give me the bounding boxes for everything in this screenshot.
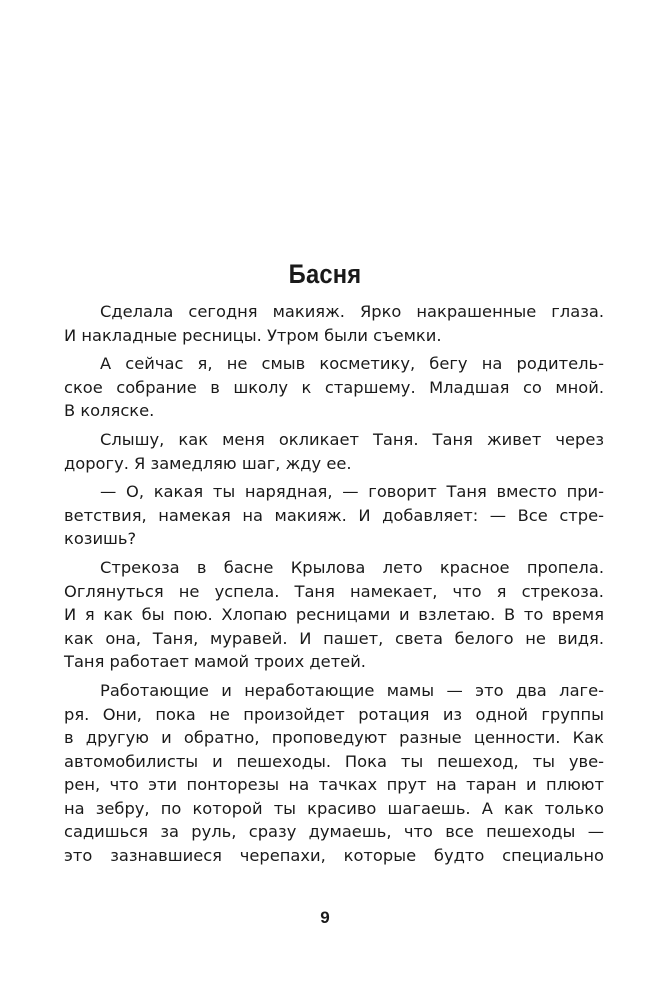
chapter-title: Басня — [288, 259, 362, 289]
text-line: на зебру, по которой ты красиво шагаешь. А как только — [64, 798, 604, 818]
paragraph — [64, 679, 604, 868]
body-text — [64, 300, 604, 873]
text-line: Сделала сегодня макияж. Ярко накрашенные глаза. — [100, 302, 604, 321]
paragraph — [64, 300, 604, 347]
text-line: Оглянуться не успела. Таня намекает, что я стрекоза. — [64, 581, 604, 601]
text-line: Работающие и неработающие мамы — это два лаге- — [100, 680, 604, 700]
text-line: автомобилисты и пешеходы. Пока ты пешеход, ты увe- — [64, 751, 604, 771]
text-line: Стрекоза в басне Крылова лето красное пропела. — [100, 557, 604, 577]
text-line: — О, какая ты нарядная, — говорит Таня вместо при- — [100, 482, 604, 502]
text-line: ское собрание в школу к старшему. Младшая со мной. — [64, 377, 604, 397]
text-line: в другую и обратно, проповедуют разные ценности. Как — [64, 728, 604, 748]
paragraph — [64, 352, 604, 423]
text-line: дорогу. Я замедляю шаг, жду ее. — [64, 453, 352, 473]
text-line: И я как бы пою. Хлопаю ресницами и взлетаю. В то время — [64, 605, 604, 625]
paragraph — [64, 556, 604, 674]
paragraph — [64, 480, 604, 551]
text-line: ря. Они, пока не произойдет ротация из одной группы — [64, 704, 604, 724]
text-line: как она, Таня, муравей. И пашет, света белого не видя. — [64, 628, 604, 648]
paragraph — [64, 428, 604, 475]
text-line: И накладные ресницы. Утром были съемки. — [64, 325, 442, 345]
text-line: Слышу, как меня окликает Таня. Таня живет через — [100, 429, 604, 449]
text-line: ветствия, намекая на макияж. И добавляет: — Все стре- — [64, 505, 604, 525]
text-line: рен, что эти понторезы на тачках прут на таран и плюют — [64, 775, 604, 795]
page-number: 9 — [320, 908, 330, 927]
text-line: А сейчас я, не смыв косметику, бегу на родитель- — [100, 354, 604, 374]
text-line: садишься за руль, сразу думаешь, что все пешеходы — — [64, 822, 604, 842]
text-line: козишь? — [64, 529, 137, 549]
text-line: Таня работает мамой троих детей. — [64, 652, 366, 672]
text-line: В коляске. — [64, 401, 155, 421]
text-line: это зазнавшиеся черепахи, которые будто специально — [64, 846, 604, 866]
